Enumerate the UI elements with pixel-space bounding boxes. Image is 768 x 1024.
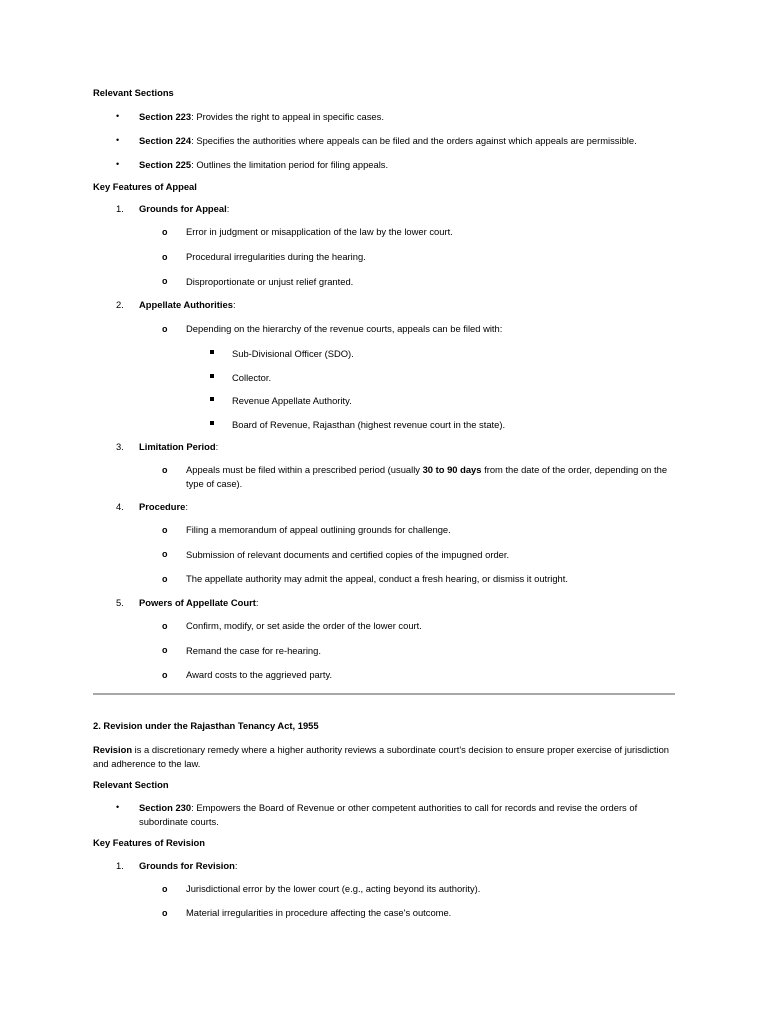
list-item: Material irregularities in procedure affecting the case's outcome. — [186, 907, 452, 918]
section-text: : Specifies the authorities where appeals can be filed and the orders against which appeals are permissible. — [191, 135, 637, 146]
circle-marker: o — [162, 324, 168, 334]
key-features-revision-heading: Key Features of Revision — [93, 837, 206, 848]
horizontal-divider — [93, 693, 675, 695]
sub-list-item: Revenue Appellate Authority. — [232, 395, 352, 406]
circle-marker: o — [162, 525, 168, 535]
key-features-appeal-heading: Key Features of Appeal — [93, 181, 197, 192]
revision-term: Revision — [93, 744, 133, 755]
square-marker — [210, 421, 214, 425]
feature-colon: : — [232, 299, 236, 310]
section-text: : Provides the right to appeal in specific cases. — [191, 111, 384, 122]
relevant-section-heading: Relevant Section — [93, 779, 169, 790]
circle-marker: o — [162, 227, 168, 237]
list-item: Error in judgment or misapplication of the law by the lower court. — [186, 226, 453, 237]
list-number: 5. — [116, 597, 124, 608]
feature-title — [139, 203, 229, 215]
circle-marker: o — [162, 670, 168, 680]
bullet-marker: • — [116, 159, 120, 169]
feature-colon: : — [255, 597, 259, 608]
limitation-item — [186, 463, 678, 491]
limitation-text: Appeals must be filed within a prescribed period (usually — [186, 464, 423, 475]
section-name: Section 225 — [139, 159, 192, 170]
circle-marker: o — [162, 276, 168, 286]
feature-title — [139, 441, 218, 453]
circle-marker: o — [162, 252, 168, 262]
list-item: The appellate authority may admit the appeal, conduct a fresh hearing, or dismiss it outright. — [186, 573, 568, 584]
feature-title-text: Grounds for Appeal — [139, 203, 227, 214]
circle-marker: o — [162, 908, 168, 918]
sub-list-item: Collector. — [232, 372, 272, 383]
list-item: Procedural irregularities during the hearing. — [186, 251, 366, 262]
feature-title-text: Limitation Period — [139, 441, 216, 452]
revision-intro-text: is a discretionary remedy where a higher authority reviews a subordinate court's decision to ensure proper exercise of jurisdiction and adherence to the law. — [93, 744, 670, 769]
feature-title — [139, 597, 258, 609]
list-item: Depending on the hierarchy of the revenue courts, appeals can be filed with: — [186, 323, 503, 334]
feature-title-text: Procedure — [139, 501, 186, 512]
list-item: Jurisdictional error by the lower court (e.g., acting beyond its authority). — [186, 883, 481, 894]
list-item: Confirm, modify, or set aside the order of the lower court. — [186, 620, 422, 631]
section-text: : Empowers the Board of Revenue or other competent authorities to call for records and revise the orders of subordinate courts. — [139, 802, 638, 827]
square-marker — [210, 350, 214, 354]
list-item: Award costs to the aggrieved party. — [186, 669, 333, 680]
section-223-item — [139, 111, 384, 123]
revision-section-heading: 2. Revision under the Rajasthan Tenancy Act, 1955 — [93, 720, 319, 731]
feature-colon: : — [226, 203, 230, 214]
circle-marker: o — [162, 574, 168, 584]
bullet-marker: • — [116, 135, 120, 145]
feature-title — [139, 860, 237, 872]
list-item: Remand the case for re-hearing. — [186, 645, 321, 656]
list-item: Submission of relevant documents and certified copies of the impugned order. — [186, 549, 510, 560]
circle-marker: o — [162, 465, 168, 475]
revision-intro-paragraph — [93, 743, 678, 771]
feature-title — [139, 299, 236, 311]
section-230-item — [139, 801, 659, 829]
feature-title-text: Appellate Authorities — [139, 299, 233, 310]
limitation-text: from the date of the order, depending on the type of case). — [186, 464, 668, 489]
feature-title — [139, 501, 188, 513]
list-number: 1. — [116, 203, 124, 214]
sub-list-item: Sub-Divisional Officer (SDO). — [232, 348, 354, 359]
list-item: Filing a memorandum of appeal outlining grounds for challenge. — [186, 524, 451, 535]
bullet-marker: • — [116, 802, 120, 812]
section-text: : Outlines the limitation period for filing appeals. — [191, 159, 389, 170]
section-name: Section 223 — [139, 111, 192, 122]
circle-marker: o — [162, 621, 168, 631]
section-225-item — [139, 159, 388, 171]
feature-title-text: Grounds for Revision — [139, 860, 235, 871]
list-number: 1. — [116, 860, 124, 871]
sub-list-item: Board of Revenue, Rajasthan (highest revenue court in the state). — [232, 419, 506, 430]
feature-colon: : — [234, 860, 238, 871]
feature-title-text: Powers of Appellate Court — [139, 597, 256, 608]
relevant-sections-heading: Relevant Sections — [93, 87, 174, 98]
square-marker — [210, 397, 214, 401]
list-number: 3. — [116, 441, 124, 452]
feature-colon: : — [185, 501, 188, 512]
list-item: Disproportionate or unjust relief granted. — [186, 276, 354, 287]
circle-marker: o — [162, 549, 168, 559]
section-name: Section 224 — [139, 135, 192, 146]
limitation-days: 30 to 90 days — [422, 464, 482, 475]
list-number: 2. — [116, 299, 124, 310]
circle-marker: o — [162, 884, 168, 894]
section-224-item — [139, 135, 637, 147]
feature-colon: : — [215, 441, 219, 452]
bullet-marker: • — [116, 111, 120, 121]
square-marker — [210, 374, 214, 378]
section-name: Section 230 — [139, 802, 192, 813]
circle-marker: o — [162, 645, 168, 655]
list-number: 4. — [116, 501, 124, 512]
